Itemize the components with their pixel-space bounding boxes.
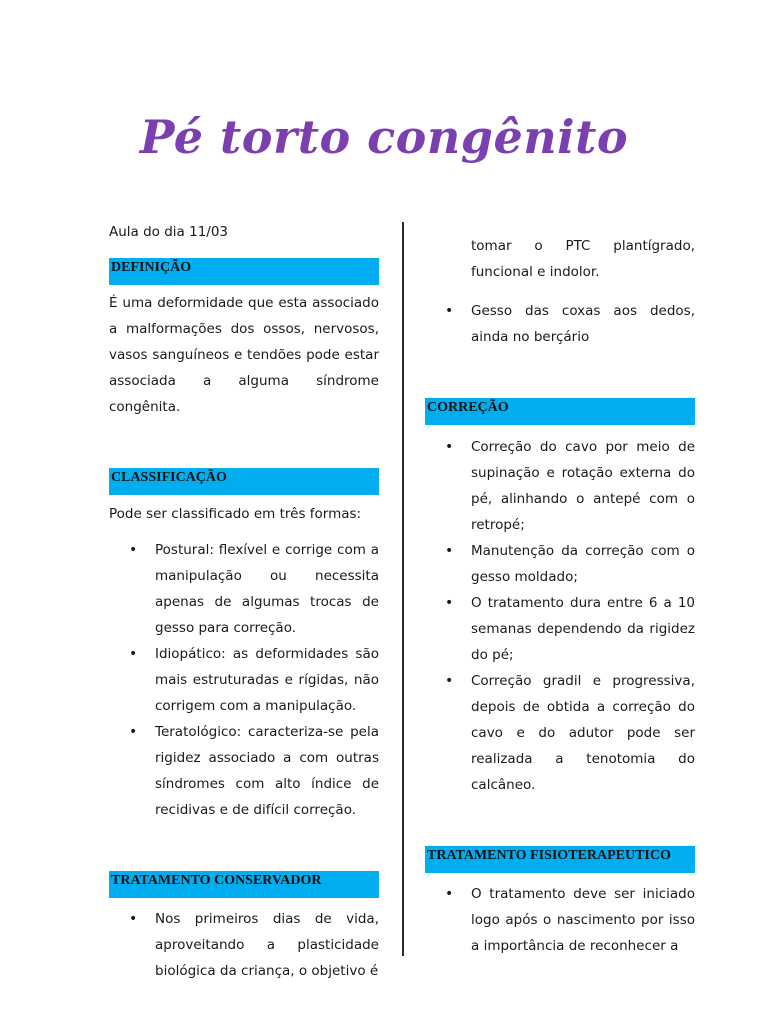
heading-tratamento-fisioterapeutico: TRATAMENTO FISIOTERAPEUTICO (425, 846, 695, 873)
list-item: • Idiopático: as deformidades são mais estruturadas e rígidas, não corrigem com a manipulação. (109, 641, 379, 719)
correcao-list (425, 434, 695, 798)
classificacao-list (109, 537, 379, 823)
left-column (109, 219, 379, 984)
list-item: • Teratológico: caracteriza-se pela rigidez associado a com outras síndromes com alto índice de recidivas e de difícil correção. (109, 719, 379, 823)
list-item: • Correção do cavo por meio de supinação e rotação externa do pé, alinhando o antepé com o retropé; (425, 434, 695, 538)
heading-correcao: CORREÇÃO (425, 398, 695, 425)
lesson-date: Aula do dia 11/03 (109, 224, 229, 240)
list-item: • O tratamento deve ser iniciado logo após o nascimento por isso a importância de reconhecer a (425, 881, 695, 959)
heading-definicao: DEFINIÇÃO (109, 258, 379, 285)
classificacao-intro: Pode ser classificado em três formas: (109, 506, 362, 522)
fisio-list (425, 881, 695, 959)
heading-classificacao: CLASSIFICAÇÃO (109, 468, 379, 495)
list-item: • Postural: flexível e corrige com a manipulação ou necessita apenas de algumas trocas de gesso para correção. (109, 537, 379, 641)
list-item: • Manutenção da correção com o gesso moldado; (425, 538, 695, 590)
definicao-text: É uma deformidade que esta associado a malformações dos ossos, nervosos, vasos sanguíneos e tendões pode estar associada a alguma síndrome congênita. (109, 295, 379, 415)
heading-tratamento-conservador: TRATAMENTO CONSERVADOR (109, 871, 379, 898)
right-column (425, 219, 695, 959)
list-item: • O tratamento dura entre 6 a 10 semanas dependendo da rigidez do pé; (425, 590, 695, 668)
column-divider (402, 222, 404, 956)
top-list (425, 298, 695, 350)
continued-text: tomar o PTC plantígrado, funcional e indolor. (471, 237, 695, 280)
page-title: Pé torto congênito (139, 110, 629, 164)
conservador-list (109, 906, 379, 984)
list-item: • Correção gradil e progressiva, depois de obtida a correção do cavo e do adutor pode ser realizada a tenotomia do calcâneo. (425, 668, 695, 798)
list-item: • Gesso das coxas aos dedos, ainda no berçário (425, 298, 695, 350)
list-item: • Nos primeiros dias de vida, aproveitando a plasticidade biológica da criança, o objetivo é (109, 906, 379, 984)
